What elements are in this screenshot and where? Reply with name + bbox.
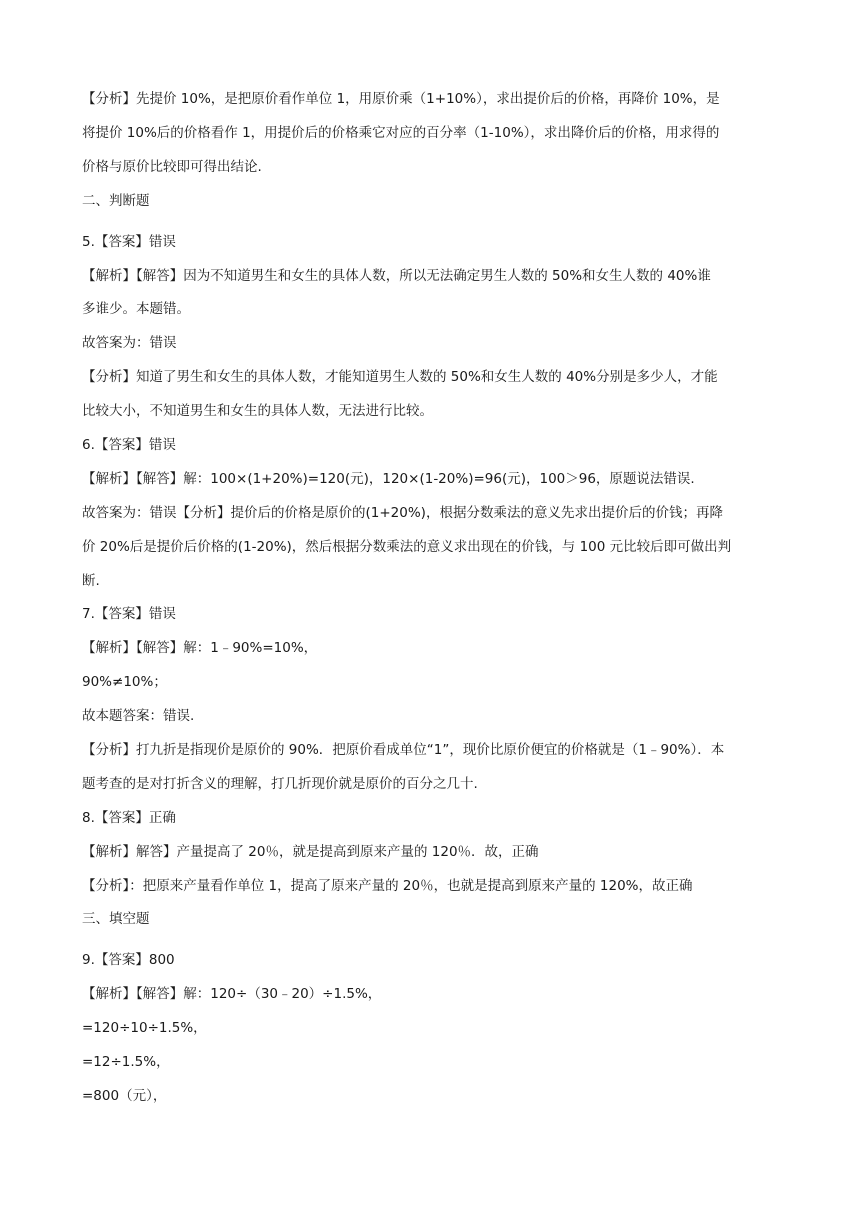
solution-q5-line1: 【解析】【解答】因为不知道男生和女生的具体人数，所以无法确定男生人数的 50%和女生人数的 40%谁 — [82, 268, 711, 284]
analysis-q5-line1: 【分析】知道了男生和女生的具体人数，才能知道男生人数的 50%和女生人数的 40%分别是多少人，才能 — [82, 369, 718, 385]
analysis-q8: 【分析】：把原来产量看作单位 1，提高了原来产量的 20％，也就是提高到原来产量的 120%，故正确 — [82, 878, 693, 894]
conclusion-q5: 故答案为：错误 — [82, 335, 177, 351]
solution-q9-line2: =120÷10÷1.5%， — [82, 1020, 207, 1036]
solution-q9-line3: =12÷1.5%， — [82, 1054, 170, 1070]
solution-q5-line2: 多谁少。本题错。 — [82, 301, 190, 317]
analysis-q6-line3: 断. — [82, 573, 100, 589]
analysis-q7-line1: 【分析】打九折是指现价是原价的 90%．把原价看成单位“1”，现价比原价便宜的价格就是（1﹣90%）．本 — [82, 742, 725, 758]
analysis-q6-line1: 故答案为：错误【分析】提价后的价格是原价的(1+20%)，根据分数乘法的意义先求出提价后的价钱；再降 — [82, 505, 723, 521]
answer-q5: 5.【答案】错误 — [82, 234, 176, 250]
analysis-q6-line2: 价 20%后是提价后价格的(1-20%)，然后根据分数乘法的意义求出现在的价钱，与 100 元比较后即可做出判 — [82, 539, 732, 555]
answer-q7: 7.【答案】错误 — [82, 606, 176, 622]
analysis-text-q4-line1: 【分析】先提价 10%，是把原价看作单位 1，用原价乘（1+10%），求出提价后的价格，再降价 10%，是 — [82, 91, 720, 107]
conclusion-q7: 故本题答案：错误. — [82, 708, 195, 724]
analysis-text-q4-line3: 价格与原价比较即可得出结论. — [82, 159, 262, 175]
solution-q6: 【解析】【解答】解：100×(1+20%)=120(元)，120×(1-20%)=96(元)，100＞96，原题说法错误. — [82, 471, 695, 487]
answer-q8: 8.【答案】正确 — [82, 810, 176, 826]
analysis-q7-line2: 题考查的是对打折含义的理解，打几折现价就是原价的百分之几十. — [82, 776, 478, 792]
section-heading-fill-in: 三、填空题 — [82, 911, 150, 927]
section-heading-judgment: 二、判断题 — [82, 193, 150, 209]
analysis-q5-line2: 比较大小，不知道男生和女生的具体人数，无法进行比较。 — [82, 403, 433, 419]
solution-q7-line2: 90%≠10%； — [82, 674, 167, 690]
solution-q9-line4: =800（元）， — [82, 1088, 167, 1104]
analysis-text-q4-line2: 将提价 10%后的价格看作 1，用提价后的价格乘它对应的百分率（1-10%），求出降价后的价格，用求得的 — [82, 125, 720, 141]
answer-q9: 9.【答案】800 — [82, 952, 175, 968]
solution-q9-line1: 【解析】【解答】解：120÷（30﹣20）÷1.5%， — [82, 986, 382, 1002]
answer-q6: 6.【答案】错误 — [82, 437, 176, 453]
solution-q7-line1: 【解析】【解答】解：1﹣90%=10%， — [82, 640, 318, 656]
solution-q8: 【解析】解答】产量提高了 20％，就是提高到原来产量的 120％．故，正确 — [82, 844, 539, 860]
